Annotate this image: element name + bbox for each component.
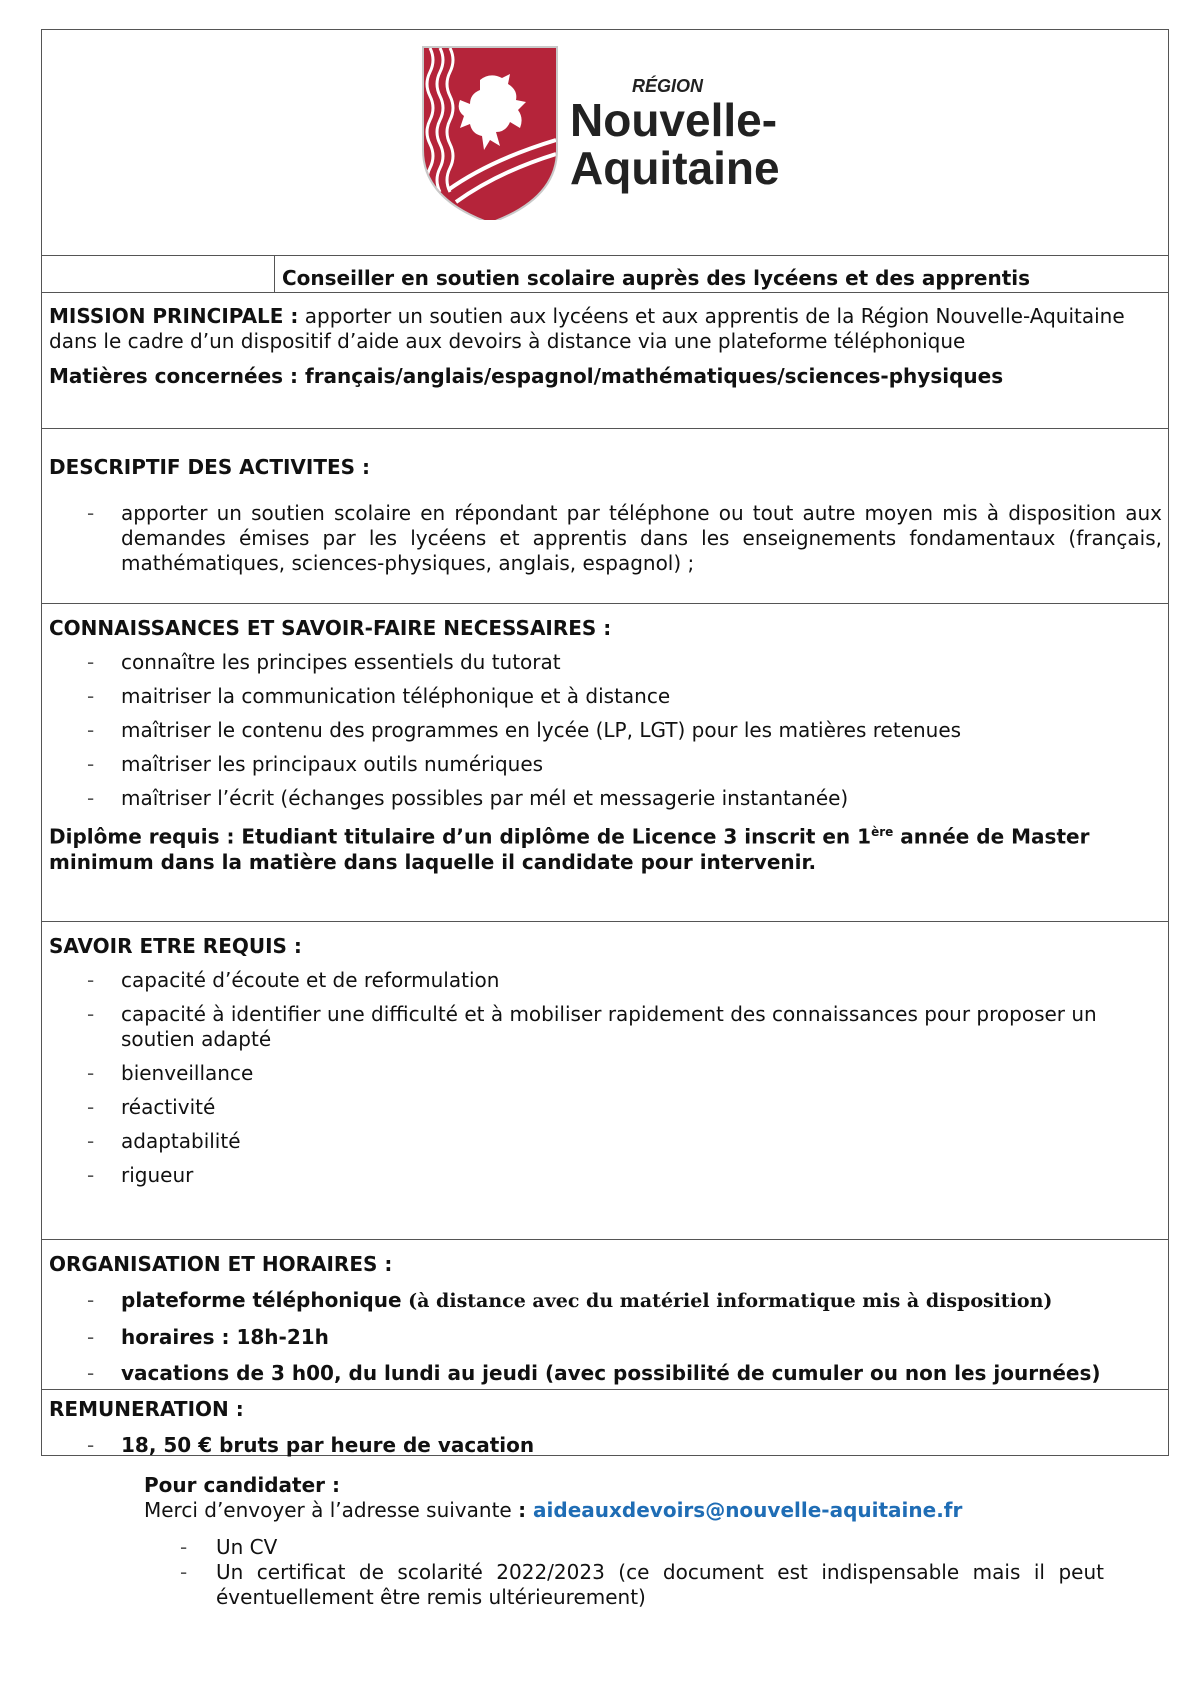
descriptif-section: [42, 428, 1168, 603]
list-item-text: Un certificat de scolarité 2022/2023 (ce document est indispensable mais il peut éventuellement être remis ultérieurement): [216, 1560, 1104, 1609]
candidater-title: Pour candidater :: [144, 1473, 340, 1497]
candidater-section: [144, 1473, 1104, 1610]
title-empty-cell: [42, 256, 275, 292]
list-item: - maîtriser le contenu des programmes en lycée (LP, LGT) pour les matières retenues: [87, 718, 962, 742]
region-logo: [418, 40, 798, 220]
organisation-list: [49, 1288, 1162, 1386]
mission-section: [42, 292, 1168, 428]
job-offer-frame: [41, 29, 1169, 1456]
candidater-intro: [144, 1498, 1104, 1523]
list-item: - capacité à identifier une difficulté et à mobiliser rapidement des connaissances pour proposer un soutien adapté: [87, 1002, 1097, 1051]
list-item-detail: (à distance avec du matériel informatique mis à disposition): [401, 1290, 1053, 1312]
savoir-etre-title: SAVOIR ETRE REQUIS :: [49, 934, 302, 958]
list-item-text: vacations de 3 h00, du lundi au jeudi (avec possibilité de cumuler ou non les journées): [121, 1361, 1101, 1385]
connaissances-section: [42, 603, 1168, 921]
list-item-text: Un CV: [216, 1535, 278, 1559]
mission-text-line1: apporter un soutien aux lycéens et aux apprentis de la Région Nouvelle-Aquitaine: [298, 304, 1125, 328]
list-item-text: rigueur: [121, 1163, 194, 1187]
diplome-requis: [49, 820, 1162, 875]
list-item-text: plateforme téléphonique: [121, 1288, 402, 1312]
remuneration-title: REMUNERATION :: [49, 1397, 244, 1421]
list-item: - rigueur: [87, 1163, 194, 1187]
svg-text:Aquitaine: Aquitaine: [570, 142, 780, 194]
list-item: - connaître les principes essentiels du tutorat: [87, 650, 561, 674]
descriptif-list: [49, 501, 1162, 576]
list-item: - plateforme téléphonique (à distance avec du matériel informatique mis à disposition): [87, 1288, 1053, 1312]
list-item: - maitriser la communication téléphonique et à distance: [87, 684, 671, 708]
connaissances-title: CONNAISSANCES ET SAVOIR-FAIRE NECESSAIRES :: [49, 616, 612, 640]
savoir-etre-section: [42, 921, 1168, 1239]
mission-label: MISSION PRINCIPALE :: [49, 304, 299, 328]
diplome-sup: ère: [871, 825, 894, 839]
list-item: - vacations de 3 h00, du lundi au jeudi (avec possibilité de cumuler ou non les journées): [87, 1361, 1101, 1385]
diplome-text-3: minimum dans la matière dans laquelle il candidate pour intervenir.: [49, 849, 817, 874]
list-item: - Un CV: [180, 1535, 278, 1559]
candidater-intro-text: Merci d’envoyer à l’adresse suivante: [144, 1498, 519, 1522]
mission-text: [49, 304, 1162, 354]
organisation-section: [42, 1239, 1168, 1389]
list-item: - adaptabilité: [87, 1129, 241, 1153]
list-item: - maîtriser l’écrit (échanges possibles par mél et messagerie instantanée): [87, 786, 849, 810]
list-item-text: maîtriser les principaux outils numériques: [121, 752, 544, 776]
list-item-text: réactivité: [121, 1095, 216, 1119]
list-item-text: 18, 50 € bruts par heure de vacation: [121, 1433, 535, 1457]
candidater-colon: :: [518, 1498, 534, 1522]
list-item-text: bienveillance: [121, 1061, 254, 1085]
mission-text-line2: dans le cadre d’un dispositif d’aide aux devoirs à distance via une plateforme téléphonique: [49, 329, 966, 353]
list-item-text: adaptabilité: [121, 1129, 241, 1153]
list-item-text: apporter un soutien scolaire en répondant par téléphone ou tout autre moyen mis à disposition aux demandes émises par les lycéens et apprentis dans les enseignements fondamentaux (français, mathématiques, sciences-physiques, anglais, espagnol) ;: [121, 501, 1162, 575]
list-item: - capacité d’écoute et de reformulation: [87, 968, 500, 992]
list-item: - horaires : 18h-21h: [87, 1325, 329, 1349]
list-item-text: maîtriser le contenu des programmes en lycée (LP, LGT) pour les matières retenues: [121, 718, 962, 742]
list-item-text: maîtriser l’écrit (échanges possibles par mél et messagerie instantanée): [121, 786, 849, 810]
diplome-text-2: année de Master: [893, 824, 1090, 849]
list-item: - bienveillance: [87, 1061, 254, 1085]
list-item: - Un certificat de scolarité 2022/2023 (ce document est indispensable mais il peut éventuellement être remis ultérieurement): [180, 1560, 1104, 1609]
list-item: - maîtriser les principaux outils numériques: [87, 752, 544, 776]
logo-section: [42, 30, 1168, 255]
region-shield-icon: [418, 40, 798, 220]
descriptif-title: DESCRIPTIF DES ACTIVITES :: [49, 455, 371, 479]
title-row: [42, 255, 1168, 292]
svg-text:Nouvelle-: Nouvelle-: [570, 94, 778, 146]
diplome-text-1: Diplôme requis : Etudiant titulaire d’un diplôme de Licence 3 inscrit en 1: [49, 824, 872, 849]
list-item: - apporter un soutien scolaire en répondant par téléphone ou tout autre moyen mis à disposition aux demandes émises par les lycéens et apprentis dans les enseignements fondamentaux (français, mathématiques, sciences-physiques, anglais, espagnol) ;: [87, 501, 1162, 575]
candidater-list: [144, 1535, 1104, 1610]
list-item: - réactivité: [87, 1095, 216, 1119]
matieres: Matières concernées : français/anglais/espagnol/mathématiques/sciences-physiques: [49, 364, 1004, 388]
svg-text:RÉGION: RÉGION: [632, 76, 704, 96]
connaissances-list: [49, 650, 1162, 811]
organisation-title: ORGANISATION ET HORAIRES :: [49, 1252, 393, 1276]
remuneration-list: [49, 1433, 1162, 1458]
list-item-text: horaires : 18h-21h: [121, 1325, 329, 1349]
list-item-text: capacité à identifier une difficulté et à mobiliser rapidement des connaissances pour proposer un soutien adapté: [121, 1002, 1097, 1051]
list-item-text: maitriser la communication téléphonique et à distance: [121, 684, 671, 708]
list-item-text: capacité d’écoute et de reformulation: [121, 968, 500, 992]
remuneration-section: [42, 1389, 1168, 1457]
list-item: - 18, 50 € bruts par heure de vacation: [87, 1433, 535, 1457]
email-link[interactable]: aideauxdevoirs@nouvelle-aquitaine.fr: [533, 1498, 963, 1522]
list-item-text: connaître les principes essentiels du tutorat: [121, 650, 561, 674]
job-title: Conseiller en soutien scolaire auprès des lycéens et des apprentis: [282, 266, 1031, 290]
savoir-etre-list: [49, 968, 1162, 1188]
